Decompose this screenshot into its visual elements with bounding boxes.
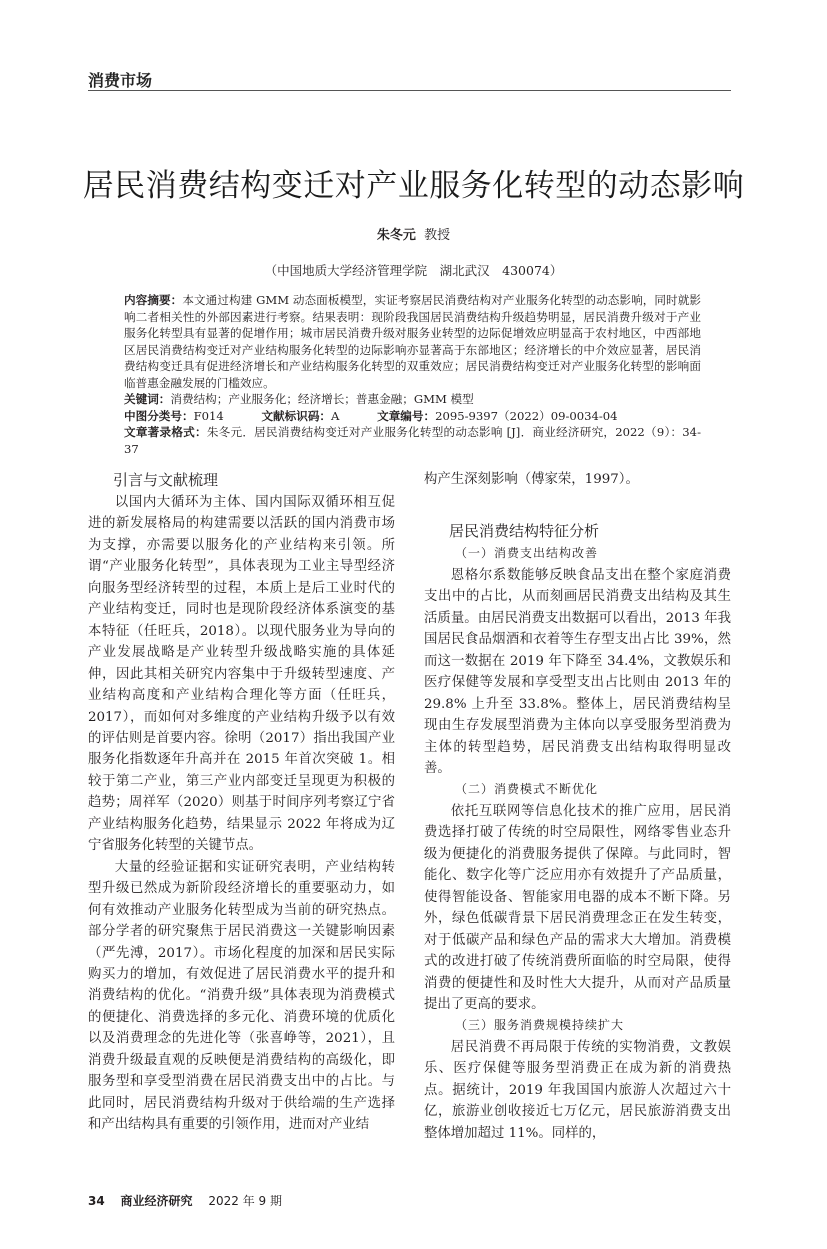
subsection-heading: （二）消费模式不断优化 (455, 782, 599, 797)
keywords-text: 消费结构；产业服务化；经济增长；普惠金融；GMM 模型 (170, 392, 474, 406)
paragraph: 以国内大循环为主体、国内国际双循环相互促进的新发展格局的构建需要以活跃的国内消费市场为支撑，亦需要以服务化的产业结构来引领。所谓“产业服务化转型”，具体表现为工业主导型经济向服务型经济转型的过程，本质上是后工业时代的产业结构变迁，同时也是现阶段经济体系演变的基本特征（任旺兵，2018）。以现代服务业为导向的产业发展战略是产业转型升级战略实施的具体延伸，因此其相关研究内容集中于升级转型速度、产业结构高度和产业结构合理化等方面（任旺兵，2017），而如何对多维度的产业结构升级予以有效的评估则是首要内容。徐明（2017）指出我国产业服务化指数逐年升高并在 2015 年首次突破 1。相较于第二产业，第三产业内部变迁呈现更为积极的趋势；周祥军（2020）则基于时间序列考察辽宁省产业结构服务化趋势，结果显示 2022 年将成为辽宁省服务化转型的关键节点。 (88, 495, 395, 854)
keywords (124, 391, 701, 408)
paragraph: 居民消费不再局限于传统的实物消费，文教娱乐、医疗保健等服务型消费正在成为新的消费热点。据统计，2019 年我国国内旅游人次超过六十亿，旅游业创收接近七万亿元，居民旅游消费支出整体增加超过 11%。同样的， (424, 1039, 731, 1141)
paragraph: 大量的经验证据和实证研究表明，产业结构转型升级已然成为新阶段经济增长的重要驱动力，如何有效推动产业服务化转型成为当前的研究热点。部分学者的研究聚焦于居民消费这一关键影响因素（严先溥，2017）。市场化程度的加深和居民实际购买力的增加，有效促进了居民消费水平的提升和消费结构的优化。“消费升级”具体表现为消费模式的便捷化、消费选择的多元化、消费环境的优质化以及消费理念的先进化等（张喜峥等，2021），且消费升级最直观的反映便是消费结构的高级化，即服务型和享受型消费在居民消费支出中的占比。与此同时，居民消费结构升级对于供给端的生产选择和产出结构具有重要的引领作用，进而对产业结 (88, 859, 395, 1133)
keywords-label: 关键词： (124, 392, 171, 406)
issue: 2022 年 9 期 (208, 1194, 282, 1209)
abstract-text: 本文通过构建 GMM 动态面板模型，实证考察居民消费结构对产业服务化转型的动态影响，同时就影响二者相关性的外部因素进行考察。结果表明：现阶段我国居民消费结构升级趋势明显，居民消费升级对于产业服务化转型具有显著的促增作用；城市居民消费升级对服务业转型的边际促增效应明显高于农村地区，中西部地区居民消费结构变迁对产业结构服务化转型的边际影响亦显著高于东部地区；经济增长的中介效应显著，居民消费结构变迁具有促进经济增长和产业结构服务化转型的双重效应；居民消费结构变迁对产业服务化转型的影响面临普惠金融发展的门槛效应。 (124, 293, 701, 390)
section-heading: 引言与文献梳理 (113, 471, 219, 489)
doc-code-label: 文献标识码： (261, 408, 332, 423)
doc-code-value: A (331, 408, 340, 423)
page-footer (88, 1192, 731, 1249)
citation-label: 文章著录格式： (124, 425, 207, 439)
subsection-heading: （一）消费支出结构改善 (455, 546, 599, 561)
abstract-block (124, 292, 701, 457)
journal-name: 商业经济研究 (120, 1194, 193, 1209)
section-heading: 居民消费结构特征分析 (449, 522, 600, 541)
author-name: 朱冬元 (376, 228, 416, 243)
author-affiliation: （中国地质大学经济管理学院 湖北武汉 430074） (264, 263, 563, 278)
citation-text: 朱冬元．居民消费结构变迁对产业服务化转型的动态影响 [J]．商业经济研究，2022（9）：34-37 (124, 425, 701, 456)
paragraph-continuation: 构产生深刻影响（傅家荣，1997）。 (424, 472, 639, 487)
abstract (124, 292, 701, 391)
left-column (88, 469, 395, 1144)
article-title: 居民消费结构变迁对产业服务化转型的动态影响 (82, 168, 745, 204)
article-no-label: 文章编号： (377, 408, 436, 423)
paragraph: 恩格尔系数能够反映食品支出在整个家庭消费支出中的占比，从而刻画居民消费支出结构及其生活质量。由居民消费支出数据可以看出，2013 年我国居民食品烟酒和衣着等生存型支出占比 39%，然而这一数据在 2019 年下降至 34.4%，文教娱乐和医疗保健等发展和享受型支出占比则由 2013 年的 29.8% 上升至 33.8%。整体上，居民消费结构呈现由生存发展型消费为主体向以享受服务型消费为主体的转型趋势，居民消费支出结构取得明显改善。 (424, 567, 731, 776)
paragraph: 依托互联网等信息化技术的推广应用，居民消费选择打破了传统的时空局限性，网络零售业态升级为便捷化的消费服务提供了保障。与此同时，智能化、数字化等广泛应用亦有效提升了产品质量，使得智能设备、智能家用电器的成本不断下降。另外，绿色低碳背景下居民消费理念正在发生转变，对于低碳产品和绿色产品的需求大大增加。消费模式的改进打破了传统消费所面临的时空局限，使得消费的便捷性和及时性大大提升，从而对产品质量提出了更高的要求。 (424, 803, 731, 1012)
subsection-heading: （三）服务消费规模持续扩大 (455, 1018, 625, 1033)
clc-label: 中图分类号： (124, 408, 194, 423)
section-tag: 消费市场 (88, 71, 153, 90)
page-number: 34 (88, 1194, 105, 1209)
article-no-value: 2095-9397（2022）09-0034-04 (435, 408, 618, 423)
body-columns (88, 469, 731, 1144)
right-column (424, 469, 731, 1144)
clc-value: F014 (193, 408, 224, 423)
citation (124, 424, 701, 457)
author-role: 教授 (424, 228, 451, 243)
classification-line (124, 408, 701, 425)
abstract-label: 内容摘要： (124, 293, 183, 307)
